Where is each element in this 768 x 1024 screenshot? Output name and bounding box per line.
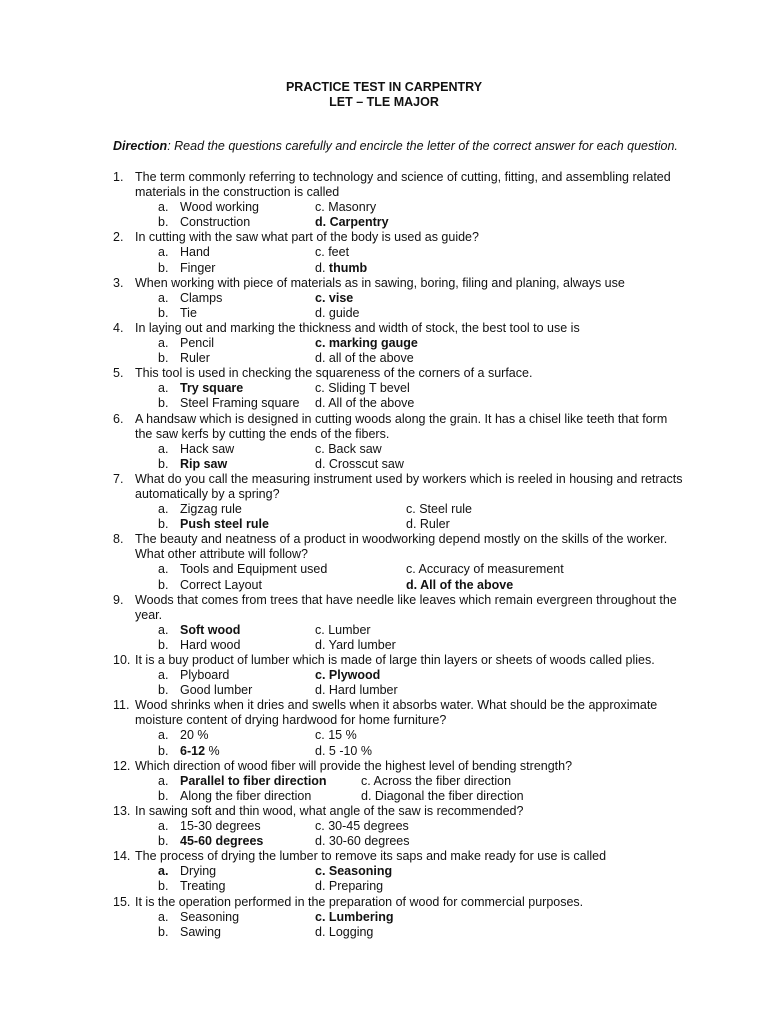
question-text: When working with piece of materials as in sawing, boring, filing and planing, always use (135, 275, 625, 290)
question-number: 2. (113, 230, 124, 245)
question-line (0, 849, 768, 864)
option-text: Good lumber (180, 683, 253, 698)
question-line (0, 608, 768, 623)
option-letter: b. (158, 637, 169, 652)
option-row (0, 925, 768, 940)
option-row (0, 261, 768, 276)
option-row (0, 200, 768, 215)
option-text: d. Carpentry (315, 215, 389, 230)
question-line (0, 230, 768, 245)
question-item (0, 321, 768, 366)
option-letter: b. (158, 351, 169, 366)
question-item (0, 170, 768, 230)
option-letter: b. (158, 834, 169, 849)
option-text: Tools and Equipment used (180, 562, 328, 577)
question-item (0, 759, 768, 804)
option-row (0, 638, 768, 653)
option-letter: b. (158, 517, 169, 532)
option-letter: a. (158, 728, 169, 743)
option-text: d. Yard lumber (315, 637, 396, 652)
question-number: 13. (113, 803, 131, 818)
option-row (0, 562, 768, 577)
question-text: Which direction of wood fiber will provide the highest level of bending strength? (135, 758, 573, 773)
option-text: Clamps (180, 290, 223, 305)
direction-label: Direction (113, 139, 168, 153)
option-letter: b. (158, 924, 169, 939)
option-letter: a. (158, 502, 169, 517)
question-line (0, 759, 768, 774)
option-row (0, 789, 768, 804)
option-text: Treating (180, 879, 226, 894)
question-text: What do you call the measuring instrument used by workers which is reeled in housing and retracts (135, 471, 683, 486)
question-item (0, 895, 768, 940)
option-row (0, 578, 768, 593)
option-text: c. vise (315, 290, 354, 305)
option-text: c. 30-45 degrees (315, 819, 409, 834)
option-letter: a. (158, 622, 169, 637)
option-letter: a. (158, 441, 169, 456)
option-row (0, 245, 768, 260)
option-letter: a. (158, 562, 169, 577)
question-item (0, 276, 768, 321)
question-line (0, 427, 768, 442)
option-prefix: d. (315, 260, 329, 275)
option-row (0, 336, 768, 351)
option-row (0, 291, 768, 306)
option-rest: % (205, 743, 220, 758)
question-item (0, 532, 768, 592)
option-text: Parallel to fiber direction (180, 773, 327, 788)
option-text: c. Steel rule (406, 502, 473, 517)
question-item (0, 849, 768, 894)
question-text: This tool is used in checking the squareness of the corners of a surface. (135, 366, 533, 381)
option-letter: b. (158, 215, 169, 230)
option-text: Zigzag rule (180, 502, 242, 517)
option-letter: b. (158, 456, 169, 471)
question-number: 12. (113, 758, 131, 773)
option-answer-part: thumb (328, 260, 368, 275)
question-text: In laying out and marking the thickness and width of stock, the best tool to use is (135, 320, 580, 335)
option-letter: a. (158, 864, 169, 879)
question-line (0, 653, 768, 668)
option-text: c. Accuracy of measurement (406, 562, 564, 577)
option-text: Soft wood (180, 622, 241, 637)
option-text: Ruler (180, 351, 210, 366)
question-item (0, 412, 768, 472)
question-number: 14. (113, 849, 131, 864)
option-text: d. Diagonal the fiber direction (361, 788, 524, 803)
option-text: Finger (180, 260, 216, 275)
question-line (0, 547, 768, 562)
question-text: It is a buy product of lumber which is made of large thin layers or sheets of woods called plies. (135, 653, 655, 667)
option-letter: b. (158, 683, 169, 698)
question-text: The process of drying the lumber to remove its saps and make ready for use is called (135, 849, 607, 864)
option-letter: a. (158, 290, 169, 305)
option-letter: a. (158, 245, 169, 260)
question-text: the saw kerfs by cutting the ends of the fibers. (135, 426, 390, 441)
question-line (0, 487, 768, 502)
option-text: c. feet (315, 245, 350, 260)
option-text: d. Ruler (406, 517, 450, 532)
question-line (0, 593, 768, 608)
question-number: 7. (113, 471, 124, 486)
question-item (0, 366, 768, 411)
question-text: year. (135, 607, 163, 622)
option-text: c. Back saw (315, 441, 382, 456)
question-number: 10. (113, 653, 131, 667)
option-letter: a. (158, 909, 169, 924)
question-number: 4. (113, 320, 124, 335)
option-text: Hack saw (180, 441, 235, 456)
question-line (0, 185, 768, 200)
option-text: Correct Layout (180, 577, 262, 592)
option-text: Try square (180, 381, 244, 396)
question-text: automatically by a spring? (135, 486, 280, 501)
option-letter: b. (158, 577, 169, 592)
option-text: d. 30-60 degrees (315, 834, 410, 849)
question-item (0, 472, 768, 532)
question-line (0, 532, 768, 547)
question-number: 9. (113, 592, 124, 607)
option-row (0, 351, 768, 366)
option-letter: a. (158, 336, 169, 351)
option-text: c. 15 % (315, 728, 357, 743)
option-text: Along the fiber direction (180, 788, 312, 803)
option-row (0, 879, 768, 894)
option-text: Wood working (180, 200, 259, 215)
question-text: In sawing soft and thin wood, what angle of the saw is recommended? (135, 803, 524, 818)
option-text: c. Across the fiber direction (361, 773, 512, 788)
question-line (0, 698, 768, 713)
question-item (0, 653, 768, 698)
question-line (0, 321, 768, 336)
option-letter: b. (158, 743, 169, 758)
question-text: materials in the construction is called (135, 185, 340, 200)
option-text (315, 261, 367, 276)
question-line (0, 366, 768, 381)
option-letter: b. (158, 260, 169, 275)
option-letter: b. (158, 788, 169, 803)
option-row (0, 683, 768, 698)
option-text: d. All of the above (315, 396, 415, 411)
option-text: c. marking gauge (315, 336, 418, 351)
question-line (0, 170, 768, 185)
question-text: A handsaw which is designed in cutting woods along the grain. It has a chisel like teeth that form (135, 411, 668, 426)
option-text: d. all of the above (315, 351, 414, 366)
question-line (0, 713, 768, 728)
option-text: Push steel rule (180, 517, 269, 532)
question-number: 3. (113, 275, 124, 290)
question-text: What other attribute will follow? (135, 547, 308, 562)
question-text: Woods that comes from trees that have needle like leaves which remain evergreen throughout the (135, 592, 677, 607)
option-letter: b. (158, 879, 169, 894)
option-row (0, 668, 768, 683)
option-text: Pencil (180, 336, 215, 351)
option-text: c. Plywood (315, 668, 381, 683)
question-line (0, 412, 768, 427)
option-text: d. All of the above (406, 577, 514, 592)
option-text: 20 % (180, 728, 209, 743)
option-text: d. 5 -10 % (315, 743, 372, 758)
option-letter: a. (158, 381, 169, 396)
option-text: c. Lumber (315, 622, 371, 637)
option-text: Rip saw (180, 456, 228, 471)
option-letter: a. (158, 668, 169, 683)
question-item (0, 593, 768, 653)
option-text: 15-30 degrees (180, 819, 261, 834)
option-row (0, 381, 768, 396)
question-line (0, 472, 768, 487)
direction-body: : Read the questions carefully and encircle the letter of the correct answer for each question. (167, 139, 678, 153)
question-line (0, 804, 768, 819)
option-text: Hard wood (180, 637, 241, 652)
option-row (0, 728, 768, 743)
question-list (0, 170, 768, 940)
question-text: moisture content of drying hardwood for home furniture? (135, 713, 447, 728)
option-text: Tie (180, 305, 197, 320)
document-title: PRACTICE TEST IN CARPENTRY (285, 80, 483, 94)
option-row (0, 306, 768, 321)
option-row (0, 623, 768, 638)
option-text: 45-60 degrees (180, 834, 264, 849)
option-row (0, 215, 768, 230)
option-text: Construction (180, 215, 251, 230)
question-number: 15. (113, 894, 131, 909)
option-text: Sawing (180, 924, 221, 939)
option-text: Plyboard (180, 668, 230, 683)
option-row (0, 864, 768, 879)
question-item (0, 698, 768, 758)
option-answer-part: 6-12 (180, 743, 206, 758)
question-text: In cutting with the saw what part of the body is used as guide? (135, 230, 479, 245)
option-text: c. Sliding T bevel (315, 381, 410, 396)
option-text: Seasoning (180, 909, 240, 924)
option-text: c. Seasoning (315, 864, 393, 879)
question-item (0, 230, 768, 275)
question-number: 8. (113, 532, 124, 547)
question-text: The term commonly referring to technology and science of cutting, fitting, and assembling related (135, 170, 671, 184)
option-row (0, 457, 768, 472)
document-subtitle: LET – TLE MAJOR (329, 95, 439, 109)
question-number: 5. (113, 366, 124, 381)
option-row (0, 910, 768, 925)
option-row (0, 819, 768, 834)
option-row (0, 834, 768, 849)
question-text: Wood shrinks when it dries and swells when it absorbs water. What should be the approximate (135, 698, 658, 713)
option-text: Hand (180, 245, 210, 260)
option-row (0, 442, 768, 457)
question-line (0, 895, 768, 910)
option-text: c. Lumbering (315, 909, 394, 924)
option-row (0, 396, 768, 411)
option-row (0, 502, 768, 517)
option-text: d. Preparing (315, 879, 384, 894)
option-letter: b. (158, 305, 169, 320)
option-text: Steel Framing square (180, 396, 300, 411)
option-text: d. Logging (315, 924, 374, 939)
question-line (0, 276, 768, 291)
question-number: 1. (113, 170, 124, 184)
question-item (0, 804, 768, 849)
option-text: d. Crosscut saw (315, 456, 404, 471)
option-text: d. Hard lumber (315, 683, 398, 698)
question-text: It is the operation performed in the preparation of wood for commercial purposes. (135, 894, 584, 909)
option-letter: a. (158, 773, 169, 788)
option-letter: a. (158, 200, 169, 215)
question-number: 11. (113, 698, 130, 713)
option-letter: b. (158, 396, 169, 411)
option-text: d. guide (315, 305, 360, 320)
option-text: c. Masonry (315, 200, 377, 215)
direction-text (113, 139, 733, 154)
option-row (0, 744, 768, 759)
option-row (0, 517, 768, 532)
question-text: The beauty and neatness of a product in woodworking depend mostly on the skills of the worker. (135, 532, 668, 547)
option-text: Drying (180, 864, 217, 879)
question-number: 6. (113, 411, 124, 426)
option-row (0, 774, 768, 789)
option-text (180, 744, 220, 759)
option-letter: a. (158, 819, 169, 834)
